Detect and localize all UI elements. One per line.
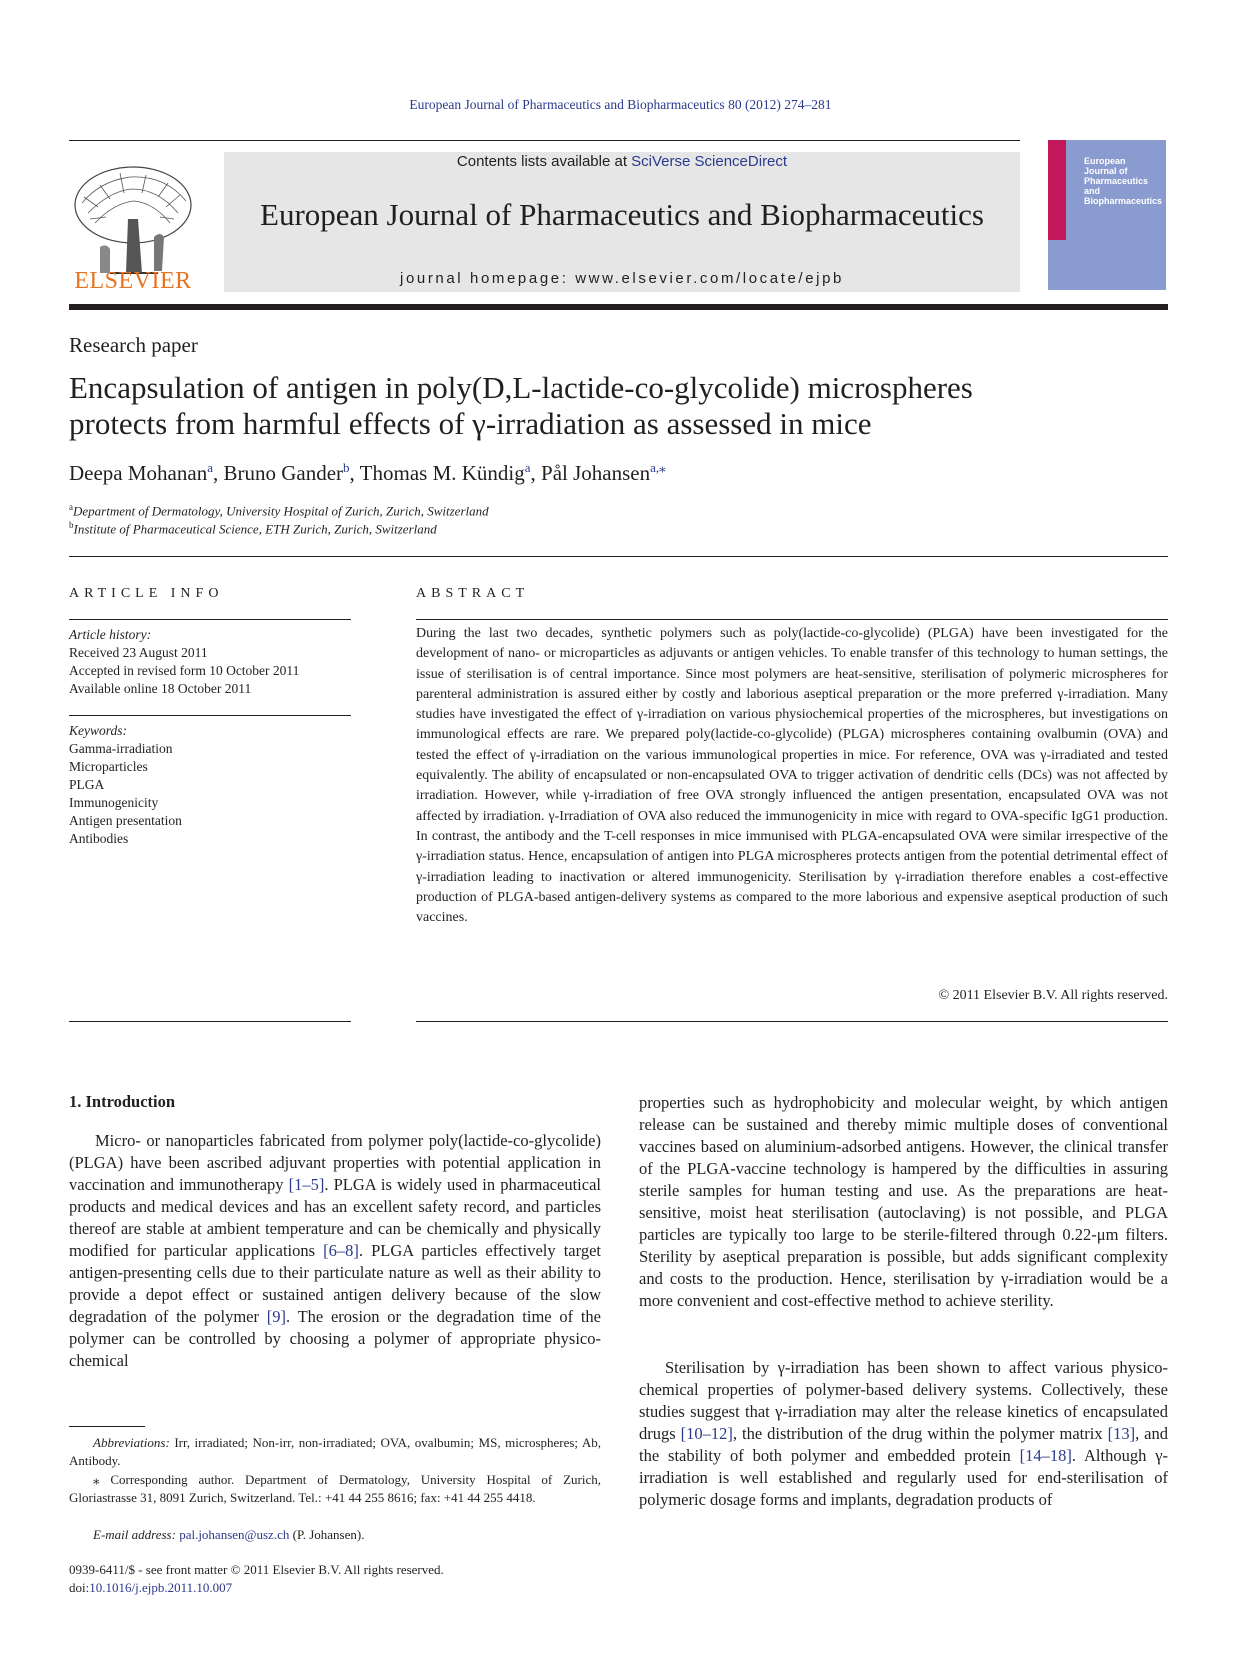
- article-title-line-1: Encapsulation of antigen in poly(D,L-lactide-co-glycolide) microspheres: [69, 370, 973, 405]
- cover-title: European Journal of Pharmaceutics and Biopharmaceutics: [1084, 156, 1163, 206]
- online-date: Available online 18 October 2011: [69, 681, 252, 696]
- keyword: Antibodies: [69, 831, 129, 846]
- email-link[interactable]: pal.johansen@usz.ch: [179, 1527, 290, 1542]
- citation-link[interactable]: [10–12]: [680, 1424, 733, 1443]
- affiliation: [69, 520, 437, 537]
- author-name[interactable]: Deepa Mohanan: [69, 461, 208, 485]
- keywords-label: Keywords:: [69, 723, 127, 738]
- author-affiliation-mark[interactable]: a: [207, 460, 213, 475]
- body-text: , and the stability of both polymer and embedded protein: [639, 1424, 1169, 1465]
- body-text: . The erosion or the degradation time of the polymer can be controlled by choosing a polymer of appropriate physico-chemical: [69, 1307, 601, 1370]
- abstract-text: During the last two decades, synthetic polymers such as poly(lactide-co-glycolide) (PLGA) have been investigated for the development of nano- or microparticles as adjuvants or antigen vehicles. To enable transfer of this technology to human settings, the issue of sterilisation is of central importance. Since most polymers are heat-sensitive, sterilisation of polymeric microspheres for parenteral administration is assured either by costly and laborious aseptical preparation or the more preferred γ-irradiation. Many studies have investigated the effect of γ-irradiation on various physiochemical properties of the microspheres, but investigations on immunological effects are rare. We prepared poly(lactide-co-glycolide) (PLGA) microspheres containing ovalbumin (OVA) and tested the effect of γ-irradiation on the various immunological properties in mice. For reference, OVA was γ-irradiated and tested equivalently. The ability of encapsulated or non-encapsulated OVA to trigger activation of dendritic cells (DCs) was not affected by irradiation. However, while γ-irradiation of free OVA strongly influenced the antigen presentation, encapsulated OVA was not affected by irradiation. γ-Irradiation of OVA also reduced the immunogenicity in mice with regard to OVA-specific IgG1 production. In contrast, the antibody and the T-cell responses in mice immunised with PLGA-encapsulated OVA were similar irrespective of the γ-irradiation status. Hence, encapsulation of antigen into PLGA microspheres protects antigen from the potential detrimental effect of γ-irradiation leading to inactivation or altered immunogenicity. Sterilisation by γ-irradiation therefore enables a cost-effective production of PLGA-based antigen-delivery systems as compared to the more laborious and expensive aseptical production of such vaccines.: [416, 626, 1168, 926]
- doi-link[interactable]: 10.1016/j.ejpb.2011.10.007: [89, 1580, 233, 1595]
- affiliation: [69, 502, 489, 519]
- email-label: E-mail address:: [93, 1527, 176, 1542]
- footnote-rule: [69, 1426, 145, 1427]
- info-rule: [69, 619, 351, 620]
- header-rule-top: [69, 140, 1020, 141]
- affiliation-mark: a: [69, 502, 73, 512]
- publisher-name: ELSEVIER: [74, 268, 192, 294]
- citation-link[interactable]: [13]: [1107, 1424, 1136, 1443]
- author-name[interactable]: Bruno Gander: [223, 461, 344, 485]
- abbreviations-label: Abbreviations:: [93, 1435, 170, 1450]
- body-text: , the distribution of the drug within the polymer matrix: [732, 1424, 1108, 1443]
- citation-link[interactable]: [1–5]: [288, 1175, 325, 1194]
- doi-line: [69, 1580, 232, 1596]
- corresponding-author-footnote: ⁎ Corresponding author. Department of Dermatology, University Hospital of Zurich, Gloriastrasse 31, 8091 Zurich, Switzerland. Tel.: +41 44 255 8616; fax: +41 44 255 4418.: [69, 1472, 601, 1505]
- abstract-label: ABSTRACT: [416, 586, 530, 601]
- affiliation-text: Department of Dermatology, University Hospital of Zurich, Zurich, Switzerland: [73, 503, 489, 519]
- received-date: Received 23 August 2011: [69, 645, 208, 660]
- abbreviations-text: Irr, irradiated; Non-irr, non-irradiated; OVA, ovalbumin; MS, microspheres; Ab, Antibody.: [69, 1435, 601, 1468]
- citation-link[interactable]: [14–18]: [1019, 1446, 1072, 1465]
- contents-prefix: Contents lists available at: [456, 153, 632, 170]
- keyword: Antigen presentation: [69, 813, 182, 828]
- body-text: . PLGA is widely used in pharmaceutical products and medical devices and has an excellent safety record, and particles thereof are stable at ambient temperature and can be chemically and physically modified for particular applications: [69, 1175, 601, 1260]
- email-footnote: [69, 1526, 601, 1544]
- keyword: Microparticles: [69, 759, 148, 774]
- abstract-rule-bottom: [416, 1021, 1168, 1022]
- affiliation-text: Institute of Pharmaceutical Science, ETH Zurich, Zurich, Switzerland: [73, 521, 437, 537]
- article-info-label: ARTICLE INFO: [69, 586, 224, 601]
- abbreviations-footnote: [69, 1434, 601, 1470]
- affiliation-mark: b: [69, 520, 74, 530]
- section-heading: 1. Introduction: [69, 1092, 176, 1111]
- body-text: . Although γ-irradiation is well established and regularly used for end-sterilisation of polymeric dosage forms and implants, degradation products of: [639, 1446, 1168, 1509]
- journal-citation[interactable]: European Journal of Pharmaceutics and Biopharmaceutics 80 (2012) 274–281: [409, 97, 832, 112]
- body-text: Micro- or nanoparticles fabricated from polymer poly(lactide-co-glycolide) (PLGA) have been ascribed adjuvant properties with potential application in vaccination and immunotherapy: [69, 1131, 601, 1194]
- journal-title: European Journal of Pharmaceutics and Biopharmaceutics: [260, 197, 984, 232]
- article-type: Research paper: [69, 333, 198, 357]
- sciencedirect-link[interactable]: SciVerse ScienceDirect: [631, 153, 788, 170]
- body-paragraph: [639, 1357, 1168, 1511]
- author-list: Deepa Mohanan$^a$, Bruno Gander$^b$, Thomas M. Kündig$^a$, Pål Johansen$^{a,⁎}$: [69, 460, 666, 485]
- cover-stripe: [1048, 140, 1066, 240]
- keyword: Immunogenicity: [69, 795, 159, 810]
- doi-prefix: doi:: [69, 1580, 90, 1595]
- email-suffix: (P. Johansen).: [289, 1527, 365, 1542]
- citation-link[interactable]: [9]: [266, 1307, 286, 1326]
- keyword: PLGA: [69, 777, 105, 792]
- author-name[interactable]: Pål Johansen: [541, 461, 651, 485]
- author-affiliation-mark[interactable]: a: [524, 460, 531, 475]
- author-name[interactable]: Thomas M. Kündig: [359, 461, 525, 485]
- body-paragraph: [69, 1130, 601, 1372]
- body-text: . PLGA particles effectively target antigen-presenting cells due to their particulate nature as well as their ability to provide a depot effect or sustained antigen delivery because of the slow degradation of the polymer: [69, 1241, 601, 1326]
- info-rule: [69, 715, 351, 716]
- journal-homepage[interactable]: journal homepage: www.elsevier.com/locate/ejpb: [400, 270, 844, 287]
- revised-date: Accepted in revised form 10 October 2011: [69, 663, 300, 678]
- history-label: Article history:: [69, 627, 152, 642]
- citation-link[interactable]: [6–8]: [323, 1241, 359, 1260]
- journal-cover-thumbnail: [1048, 140, 1166, 290]
- abstract-rule: [416, 619, 1168, 620]
- copyright-notice: © 2011 Elsevier B.V. All rights reserved.: [938, 988, 1168, 1003]
- issn-line: 0939-6411/$ - see front matter © 2011 Elsevier B.V. All rights reserved.: [69, 1562, 444, 1577]
- article-title-line-2: protects from harmful effects of γ-irradiation as assessed in mice: [69, 406, 872, 441]
- keyword: Gamma-irradiation: [69, 741, 173, 756]
- body-paragraph: properties such as hydrophobicity and molecular weight, by which antigen release can be sustained and thereby mimic multiple doses of conventional vaccines based on aluminium-adsorbed antigens. However, the clinical transfer of the PLGA-vaccine technology is hampered by the difficulties in assuring sterile samples for human testing and use. As the preparations are heat-sensitive, moist heat sterilisation (autoclaving) is not possible, and PLGA particles are typically too large to be sterile-filtered through 0.22-μm filters. Sterility by aseptical preparation is possible, but adds significant complexity and costs to the production. Hence, sterilisation by γ-irradiation would be a more convenient and cost-effective method to achieve sterility.: [639, 1093, 1168, 1310]
- info-rule-bottom: [69, 1021, 351, 1022]
- author-affiliation-mark[interactable]: b: [343, 460, 350, 475]
- divider: [69, 556, 1168, 557]
- contents-available: [224, 153, 1020, 170]
- body-text: Sterilisation by γ-irradiation has been shown to affect various physico-chemical properties of polymer-based delivery systems. Collectively, these studies suggest that γ-irradiation may alter the release kinetics of encapsulated drugs: [639, 1358, 1168, 1443]
- header-rule-thick: [69, 304, 1168, 310]
- author-affiliation-mark[interactable]: a,⁎: [650, 460, 666, 475]
